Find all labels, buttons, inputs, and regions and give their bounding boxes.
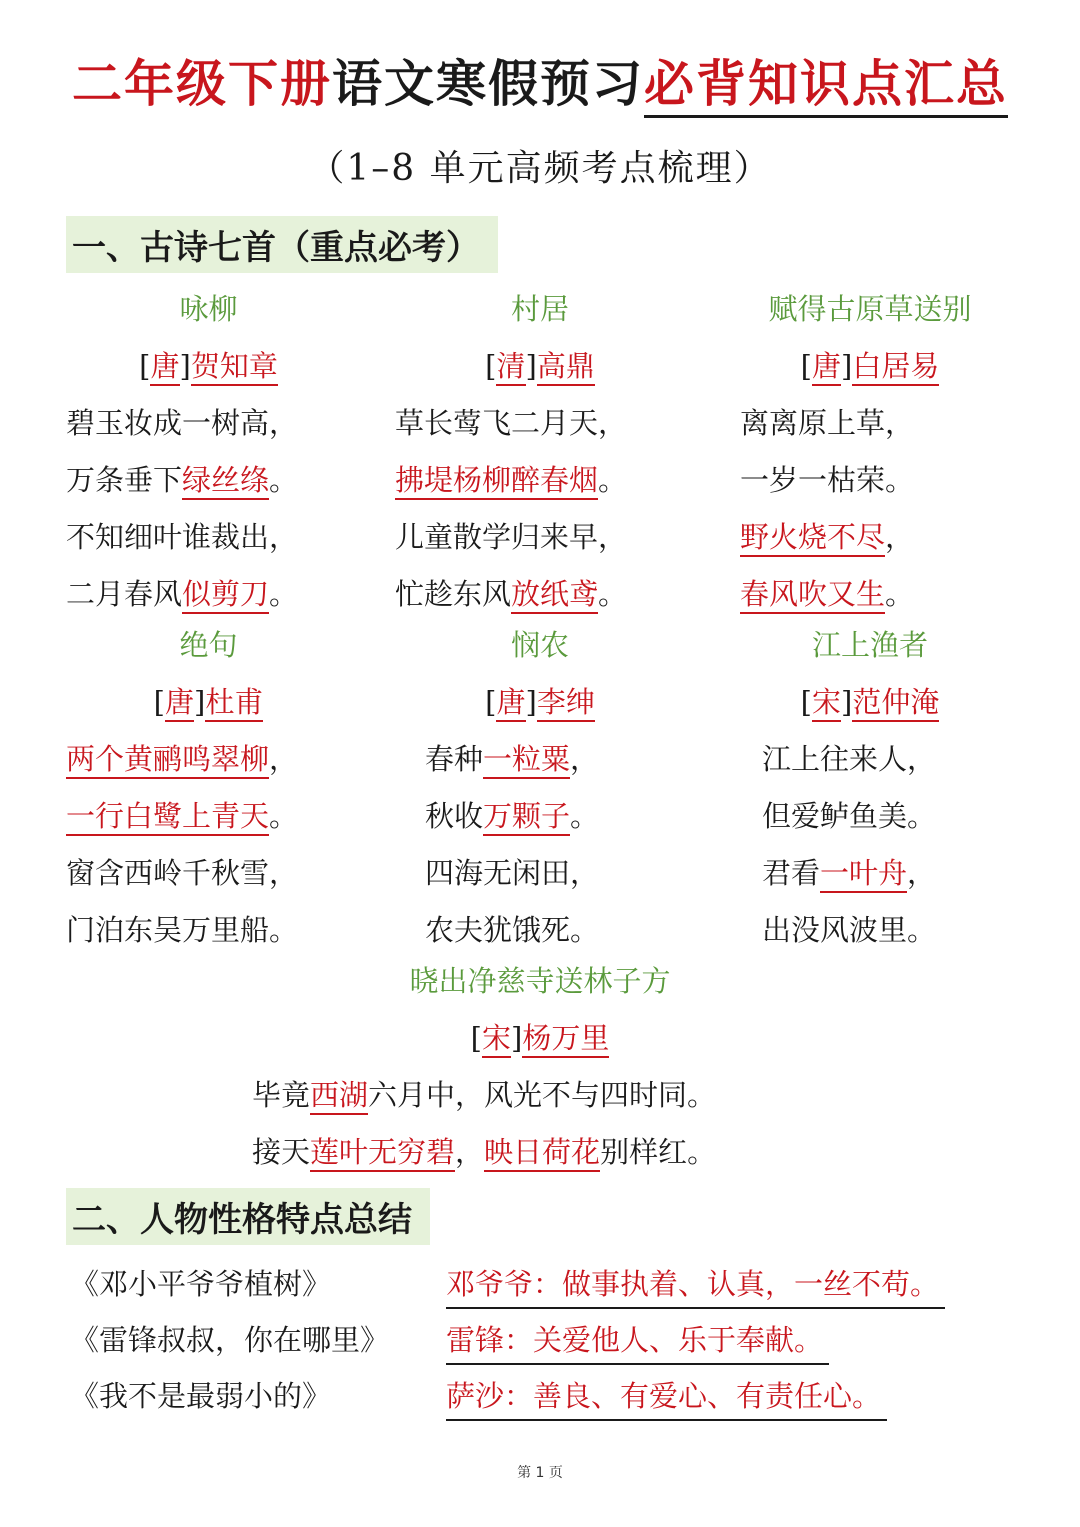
poem-line bbox=[395, 452, 685, 509]
poem-text: 。 bbox=[269, 463, 299, 497]
poem-block bbox=[740, 281, 1000, 623]
poem-line bbox=[395, 566, 685, 623]
poem-key-phrase: 似剪刀 bbox=[182, 577, 269, 614]
poem-text: 离离原上草， bbox=[740, 406, 915, 440]
poem-dynasty: 宋 bbox=[482, 1021, 511, 1058]
poem-line bbox=[395, 509, 685, 566]
poem-block bbox=[66, 617, 351, 959]
poem-line bbox=[740, 566, 1000, 623]
poem-key-phrase: 一粒粟 bbox=[483, 742, 570, 779]
trait-row bbox=[66, 1256, 1026, 1312]
poem-text: ， bbox=[269, 742, 299, 776]
page-number: 第 1 页 bbox=[517, 1465, 563, 1481]
poem-title: 晓出净慈寺送林子方 bbox=[409, 964, 671, 998]
poem-key-phrase: 万颗子 bbox=[483, 799, 570, 836]
poem-text: 。 bbox=[598, 463, 628, 497]
poem-block bbox=[740, 617, 1000, 959]
poem-author: 高鼎 bbox=[537, 349, 595, 386]
poem-block bbox=[240, 953, 840, 1181]
poem-text: 春种 bbox=[425, 742, 484, 776]
poem-line bbox=[66, 566, 351, 623]
poem-text: 。 bbox=[885, 577, 915, 611]
poem-key-phrase: 绿丝绦 bbox=[182, 463, 269, 500]
poem-key-phrase: 西湖 bbox=[310, 1078, 368, 1115]
poem-text: 碧玉妆成一树高， bbox=[66, 406, 299, 440]
poem-text: 一岁一枯荣。 bbox=[740, 463, 915, 497]
poem-author-line: [唐]贺知章 bbox=[66, 338, 351, 395]
poem-line bbox=[395, 845, 685, 902]
page-title bbox=[0, 44, 1080, 116]
poem-line bbox=[240, 1067, 840, 1124]
poem-text: ， bbox=[907, 856, 937, 890]
poem-line bbox=[66, 452, 351, 509]
poem-text: 出没风波里。 bbox=[762, 913, 937, 947]
trait-work-title: 《邓小平爷爷植树》 bbox=[70, 1267, 332, 1301]
poem-author: 贺知章 bbox=[191, 349, 278, 386]
poem-author-line: [宋]范仲淹 bbox=[740, 674, 1000, 731]
poem-author-line: [唐]杜甫 bbox=[66, 674, 351, 731]
poem-line bbox=[66, 509, 351, 566]
poem-text: 。 bbox=[269, 577, 299, 611]
trait-row bbox=[66, 1368, 1026, 1424]
section-heading-poems: 一、古诗七首（重点必考） bbox=[66, 216, 498, 273]
poem-title: 村居 bbox=[510, 292, 569, 326]
poem-key-phrase: 一行白鹭上青天 bbox=[66, 799, 269, 836]
poem-text: 别样红。 bbox=[600, 1135, 717, 1169]
poem-text: 六月中，风光不与四时同。 bbox=[368, 1078, 717, 1112]
poem-title: 赋得古原草送别 bbox=[768, 292, 972, 326]
poem-title: 江上渔者 bbox=[811, 628, 928, 662]
poem-line bbox=[395, 731, 685, 788]
title-grade: 二年级下册 bbox=[72, 54, 332, 113]
poem-dynasty: 宋 bbox=[812, 685, 841, 722]
poem-author: 杜甫 bbox=[205, 685, 263, 722]
poem-line bbox=[740, 788, 1000, 845]
poem-line bbox=[395, 788, 685, 845]
poem-key-phrase: 拂堤杨柳醉春烟 bbox=[395, 463, 598, 500]
poem-text: 四海无闲田， bbox=[425, 856, 600, 890]
poem-key-phrase: 放纸鸢 bbox=[511, 577, 598, 614]
poem-line bbox=[66, 845, 351, 902]
poem-author-line: [唐]李绅 bbox=[395, 674, 685, 731]
poem-text: 二月春风 bbox=[66, 577, 183, 611]
poem-line bbox=[740, 395, 1000, 452]
poem-text: 草长莺飞二月天， bbox=[395, 406, 628, 440]
poem-author: 白居易 bbox=[852, 349, 939, 386]
poem-line bbox=[740, 902, 1000, 959]
poem-key-phrase: 映日荷花 bbox=[484, 1135, 600, 1172]
poem-dynasty: 唐 bbox=[496, 685, 525, 722]
poem-key-phrase: 春风吹又生 bbox=[740, 577, 885, 614]
poem-title: 咏柳 bbox=[179, 292, 238, 326]
poem-line bbox=[66, 395, 351, 452]
poem-text: 窗含西岭千秋雪， bbox=[66, 856, 299, 890]
poem-line bbox=[66, 902, 351, 959]
poem-text: 秋收 bbox=[425, 799, 484, 833]
title-summary: 必背知识点汇总 bbox=[644, 54, 1008, 118]
poem-author-line: [清]高鼎 bbox=[395, 338, 685, 395]
poem-text: 江上往来人， bbox=[762, 742, 937, 776]
poem-key-phrase: 一叶舟 bbox=[820, 856, 907, 893]
poem-author: 范仲淹 bbox=[852, 685, 939, 722]
poem-line bbox=[240, 1124, 840, 1181]
poem-text: 君看 bbox=[762, 856, 821, 890]
poem-text: ， bbox=[570, 742, 600, 776]
poem-text: 儿童散学归来早， bbox=[395, 520, 628, 554]
poem-text: 不知细叶谁裁出， bbox=[66, 520, 299, 554]
poem-text: 万条垂下 bbox=[66, 463, 183, 497]
poem-text: 接天 bbox=[252, 1135, 311, 1169]
poem-text: 。 bbox=[598, 577, 628, 611]
page-subtitle: （1–8 单元高频考点梳理） bbox=[308, 148, 772, 189]
poem-dynasty: 唐 bbox=[150, 349, 179, 386]
trait-row bbox=[66, 1312, 1026, 1368]
poem-text: 毕竟 bbox=[252, 1078, 311, 1112]
poem-line bbox=[740, 452, 1000, 509]
poem-text: ， bbox=[455, 1135, 485, 1169]
title-subject: 语文寒假预习 bbox=[332, 54, 644, 113]
poem-author: 杨万里 bbox=[522, 1021, 609, 1058]
section-heading-characters: 二、人物性格特点总结 bbox=[66, 1188, 430, 1245]
poem-line bbox=[395, 395, 685, 452]
poem-key-phrase: 两个黄鹂鸣翠柳 bbox=[66, 742, 269, 779]
poem-author: 李绅 bbox=[537, 685, 595, 722]
trait-description: 萨沙：善良、有爱心、有责任心。 bbox=[446, 1374, 887, 1421]
poem-text: ， bbox=[885, 520, 915, 554]
character-traits-list bbox=[66, 1256, 1026, 1424]
poem-author-line: [唐]白居易 bbox=[740, 338, 1000, 395]
poem-line bbox=[740, 509, 1000, 566]
poem-block bbox=[395, 281, 685, 623]
poem-author-line: [宋]杨万里 bbox=[240, 1010, 840, 1067]
poem-dynasty: 清 bbox=[496, 349, 525, 386]
poem-line bbox=[740, 845, 1000, 902]
poem-text: 门泊东吴万里船。 bbox=[66, 913, 299, 947]
poem-line bbox=[740, 731, 1000, 788]
poem-key-phrase: 野火烧不尽 bbox=[740, 520, 885, 557]
poem-text: 但爱鲈鱼美。 bbox=[762, 799, 937, 833]
poem-title: 悯农 bbox=[510, 628, 569, 662]
trait-description: 邓爷爷：做事执着、认真，一丝不苟。 bbox=[446, 1262, 945, 1309]
trait-work-title: 《雷锋叔叔，你在哪里》 bbox=[70, 1323, 390, 1357]
poem-text: 。 bbox=[269, 799, 299, 833]
poem-key-phrase: 莲叶无穷碧 bbox=[310, 1135, 455, 1172]
poem-dynasty: 唐 bbox=[165, 685, 194, 722]
poem-text: 。 bbox=[570, 799, 600, 833]
poem-title: 绝句 bbox=[179, 628, 238, 662]
poem-line bbox=[66, 788, 351, 845]
poem-text: 农夫犹饿死。 bbox=[425, 913, 600, 947]
poem-line bbox=[395, 902, 685, 959]
poem-dynasty: 唐 bbox=[812, 349, 841, 386]
poem-line bbox=[66, 731, 351, 788]
trait-description: 雷锋：关爱他人、乐于奉献。 bbox=[446, 1318, 829, 1365]
poem-text: 忙趁东风 bbox=[395, 577, 512, 611]
poem-block bbox=[66, 281, 351, 623]
poem-block bbox=[395, 617, 685, 959]
trait-work-title: 《我不是最弱小的》 bbox=[70, 1379, 332, 1413]
